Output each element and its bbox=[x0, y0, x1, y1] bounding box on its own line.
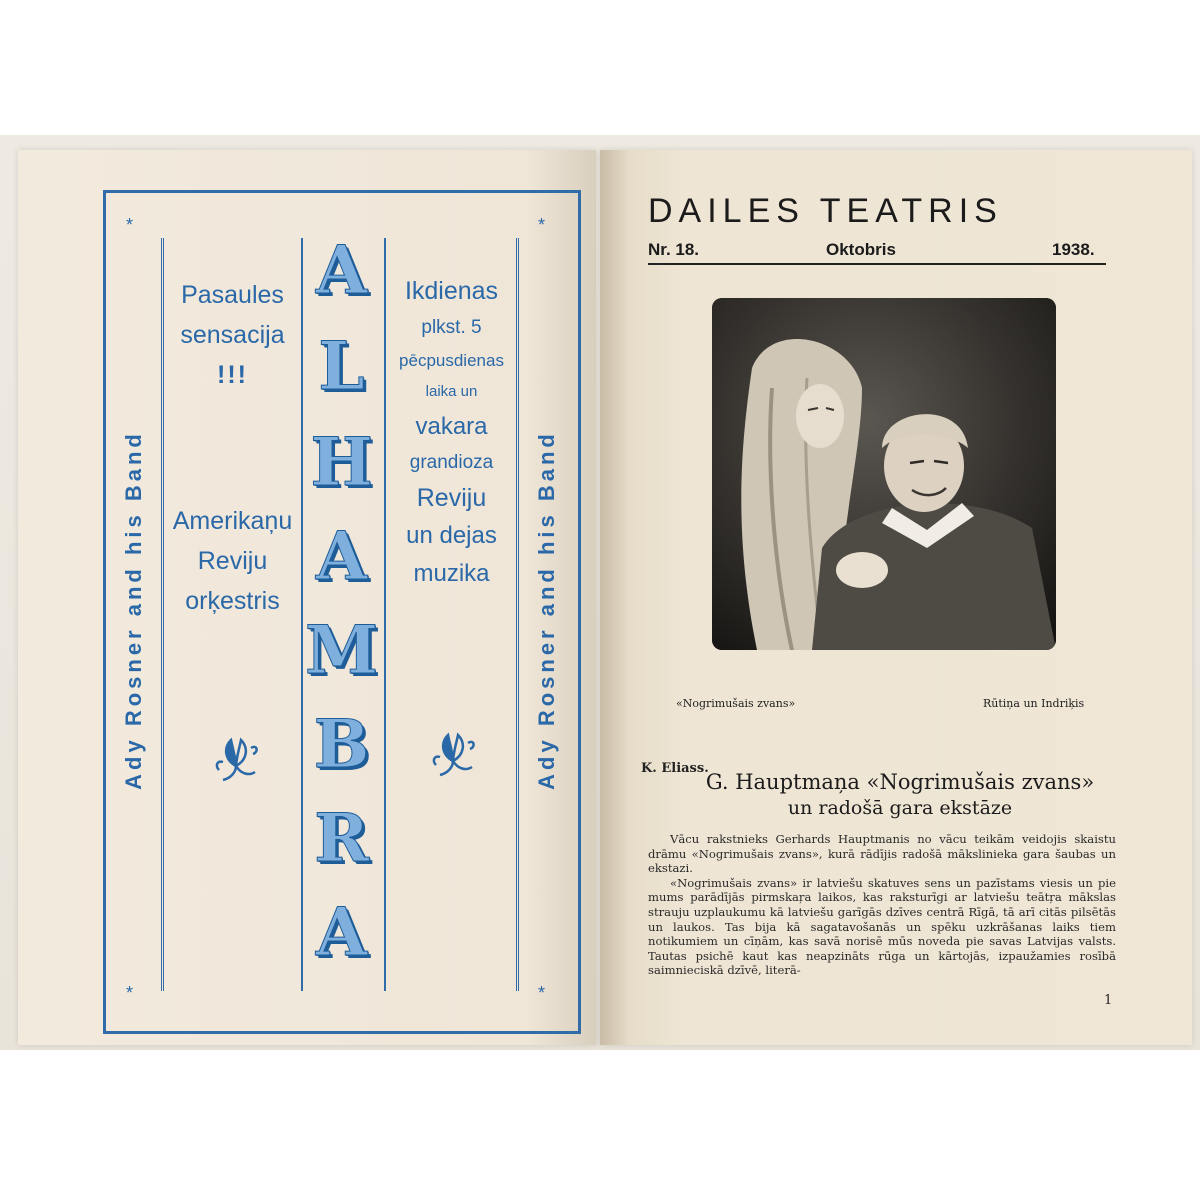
article-paragraph: Vācu rakstnieks Gerhards Hauptmanis no vācu teikām veidojis skaistu drāmu «Nogrimušais zvans», kurā rādījis radošā mākslinieka gara šaubas un ekstazi. bbox=[648, 832, 1116, 876]
page-number: 1 bbox=[1104, 993, 1113, 1008]
ad-body-line: orķestris bbox=[185, 587, 280, 615]
issue-number: Nr. 18. bbox=[648, 240, 700, 259]
ad-headline bbox=[164, 275, 301, 395]
brand-letter: M bbox=[304, 611, 379, 689]
masthead-rule bbox=[648, 263, 1106, 265]
asterisk-top-left: * bbox=[126, 215, 134, 235]
asterisk-top-right: * bbox=[538, 215, 546, 235]
ad-frame bbox=[103, 190, 581, 1034]
ad-schedule-line: muzika bbox=[413, 560, 490, 587]
production-photo bbox=[712, 298, 1056, 650]
tulip-ornament-icon bbox=[211, 728, 261, 788]
ad-body-line: Reviju bbox=[197, 547, 268, 575]
article-headline: G. Hauptmaņa «Nogrimušais zvans» bbox=[705, 770, 1095, 794]
right-page-program bbox=[600, 150, 1192, 1045]
side-text-left: Ady Rosner and his Band bbox=[121, 430, 146, 790]
article-author: K. Eliass. bbox=[641, 761, 709, 776]
brand-letter: L bbox=[318, 327, 365, 405]
article-body bbox=[648, 832, 1116, 978]
ad-schedule-line: vakara bbox=[415, 413, 488, 440]
side-text-right: Ady Rosner and his Band bbox=[534, 430, 559, 790]
asterisk-bottom-right: * bbox=[538, 983, 546, 1003]
ad-schedule-line: laika un bbox=[425, 383, 478, 400]
ad-schedule-line: pēcpusdienas bbox=[399, 351, 504, 370]
tulip-ornament-icon bbox=[428, 723, 478, 783]
photo-caption-title: «Nogrimušais zvans» bbox=[676, 697, 796, 710]
brand-letter: A bbox=[315, 231, 368, 309]
ad-orchestra-text bbox=[164, 501, 301, 621]
ad-schedule-line: un dejas bbox=[406, 522, 497, 549]
column-rule bbox=[301, 238, 303, 991]
ad-schedule-line: grandioza bbox=[409, 452, 494, 473]
ad-headline-line: !!! bbox=[217, 361, 248, 389]
photo-caption-roles: Rūtiņa un Indriķis bbox=[983, 697, 1085, 710]
ad-headline-line: sensacija bbox=[180, 321, 285, 349]
masthead-title: DAILES TEATRIS bbox=[648, 192, 1003, 230]
ad-schedule-line: Reviju bbox=[416, 484, 487, 512]
photo-figures bbox=[712, 298, 1056, 650]
brand-letter: R bbox=[314, 799, 369, 877]
ad-headline-line: Pasaules bbox=[181, 281, 284, 309]
ad-body-line: Amerikaņu bbox=[172, 507, 293, 535]
left-page-advertisement bbox=[18, 150, 596, 1045]
issue-month: Oktobris bbox=[826, 240, 896, 259]
ad-schedule-text bbox=[387, 271, 516, 593]
column-rule bbox=[384, 238, 386, 991]
brand-letter: A bbox=[315, 517, 368, 595]
ad-schedule-line: plkst. 5 bbox=[421, 317, 482, 338]
brand-letter: B bbox=[313, 705, 370, 783]
brand-letter: A bbox=[315, 893, 368, 971]
issue-year: 1938. bbox=[1052, 240, 1095, 259]
article-paragraph: «Nogrimušais zvans» ir latviešu skatuves sens un pazīstams viesis un pie mums parādījās pirmskaŗa laikos, kas raksturīgi ar latviešu teātŗa mākslas strauju uzplaukumu kā latviešu garīgās dzīves centrā Rīgā, tā arī citās pilsētās un laukos. Tas bija kā sagatavošanās un spēku uzkrāšanas laiks tiem notikumiem un cīņām, kas savā norisē mūs noveda pie savas Latvijas valsts. Tautas psichē kaut kas neapzināts rūga un kārtojās, izpaužamies rosībā saimnieciskā dzīvē, literā- bbox=[648, 875, 1116, 978]
article-subheadline: un radošā gara ekstāze bbox=[787, 797, 1013, 819]
ad-schedule-line: Ikdienas bbox=[404, 277, 499, 305]
brand-letter: H bbox=[310, 423, 373, 501]
asterisk-bottom-left: * bbox=[126, 983, 134, 1003]
column-rule bbox=[516, 238, 519, 991]
